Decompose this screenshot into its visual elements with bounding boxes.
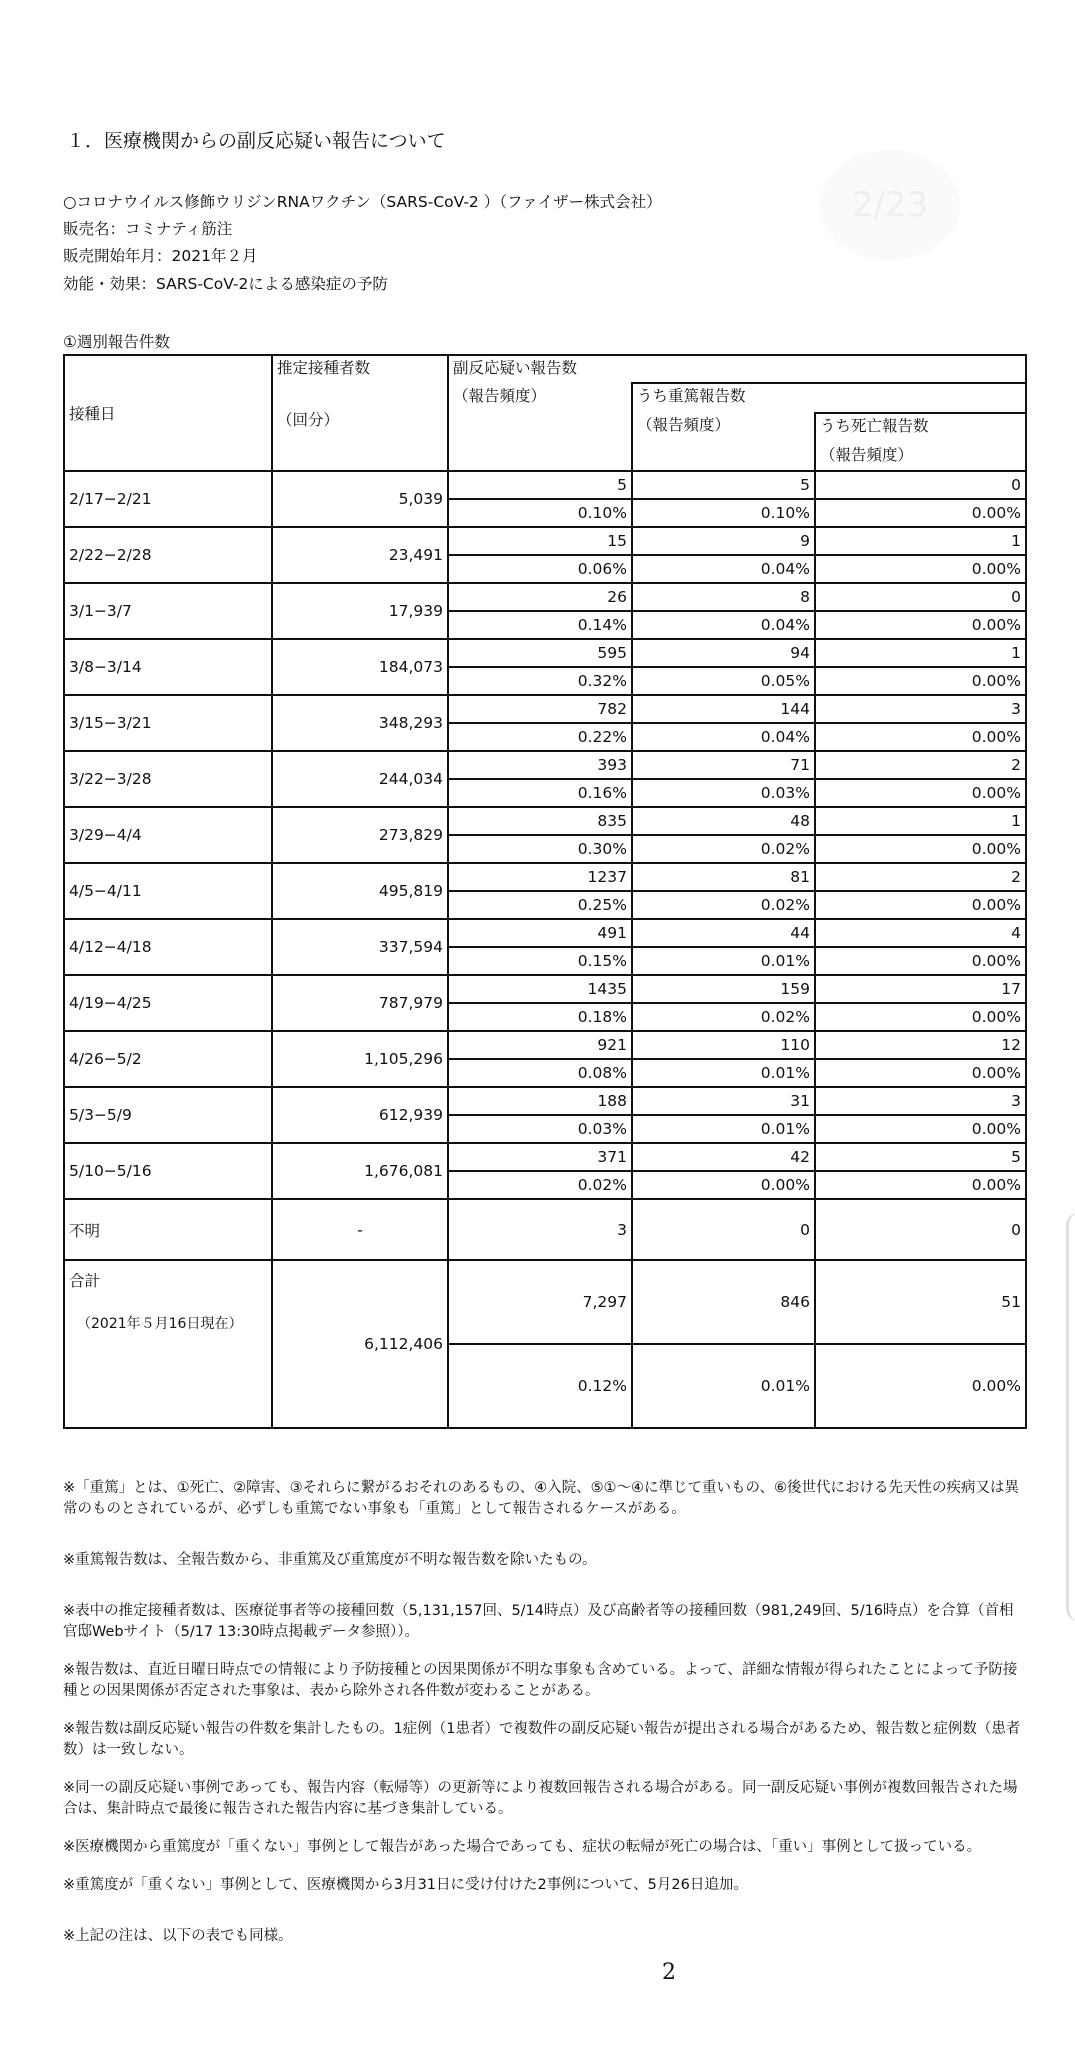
reports-rate-cell: 0.18%	[448, 1003, 632, 1031]
reports-rate-cell: 0.16%	[448, 779, 632, 807]
death-cell: 3	[815, 695, 1026, 723]
serious-cell: 44	[632, 919, 815, 947]
table-row	[64, 583, 1026, 611]
reports-rate-cell: 0.02%	[448, 1171, 632, 1199]
vaccinated-cell: 5,039	[272, 471, 448, 527]
serious-rate-cell: 0.03%	[632, 779, 815, 807]
serious-rate-cell: 0.04%	[632, 555, 815, 583]
table-row	[64, 639, 1026, 667]
reports-cell: 5	[448, 471, 632, 499]
reports-cell: 393	[448, 751, 632, 779]
reports-cell: 1237	[448, 863, 632, 891]
date-cell: 3/1−3/7	[64, 583, 272, 639]
vaccinated-cell: 787,979	[272, 975, 448, 1031]
death-cell: 5	[815, 1143, 1026, 1171]
footnote: ※報告数は副反応疑い報告の件数を集計したもの。1症例（1患者）で複数件の副反応疑い報告が提出される場合があるため、報告数と症例数（患者数）は一致しない。	[63, 1721, 1021, 1758]
serious-cell: 9	[632, 527, 815, 555]
vaccinated-cell: 184,073	[272, 639, 448, 695]
footnote: ※「重篤」とは、①死亡、②障害、③それらに繋がるおそれのあるもの、④入院、⑤①～④に準じて重いもの、⑥後世代における先天性の疾病又は異常のものとされているが、必ずしも重篤でない事象も「重篤」として報告されるケースがある。	[63, 1480, 1019, 1517]
footnote: ※重篤報告数は、全報告数から、非重篤及び重篤度が不明な報告数を除いたもの。	[63, 1552, 597, 1568]
death-cell: 17	[815, 975, 1026, 1003]
vaccinated-cell: 495,819	[272, 863, 448, 919]
serious-rate-cell: 0.05%	[632, 667, 815, 695]
serious-rate-cell: 0.04%	[632, 611, 815, 639]
table-row	[64, 975, 1026, 1003]
footnote: ※重篤度が「重くない」事例として、医療機関から3月31日に受け付けた2事例について、5月26日追加。	[63, 1877, 748, 1893]
date-cell: 2/22−2/28	[64, 527, 272, 583]
reports-rate-cell: 0.03%	[448, 1115, 632, 1143]
death-rate-cell: 0.00%	[815, 835, 1026, 863]
total-serious-rate-cell: 0.01%	[632, 1344, 815, 1428]
reports-rate-cell: 0.15%	[448, 947, 632, 975]
death-rate-cell: 0.00%	[815, 723, 1026, 751]
death-cell: 1	[815, 639, 1026, 667]
death-rate-cell: 0.00%	[815, 667, 1026, 695]
serious-rate-cell: 0.00%	[632, 1171, 815, 1199]
death-cell: 3	[815, 1087, 1026, 1115]
header-spacer	[632, 355, 1026, 383]
table-row-total	[64, 1260, 1026, 1344]
footnote: ※表中の推定接種者数は、医療従事者等の接種回数（5,131,157回、5/14時点）及び高齢者等の接種回数（981,249回、5/16時点）を合算（首相官邸Webサイト（5/17 13:30時点掲載データ参照））。	[63, 1603, 1014, 1640]
date-cell: 4/19−4/25	[64, 975, 272, 1031]
reports-cell: 15	[448, 527, 632, 555]
serious-cell: 48	[632, 807, 815, 835]
header-death-freq: （報告頻度）	[815, 443, 1026, 471]
death-cell: 0	[815, 583, 1026, 611]
total-label-cell	[64, 1260, 272, 1428]
table-row	[64, 751, 1026, 779]
serious-rate-cell: 0.02%	[632, 835, 815, 863]
header-reports-freq: （報告頻度）	[453, 387, 547, 405]
serious-cell: 31	[632, 1087, 815, 1115]
vaccinated-cell: 1,105,296	[272, 1031, 448, 1087]
death-cell: 0	[815, 471, 1026, 499]
table-row	[64, 1031, 1026, 1059]
date-cell: 3/22−3/28	[64, 751, 272, 807]
footnote: ※報告数は、直近日曜日時点での情報により予防接種との因果関係が不明な事象も含めている。よって、詳細な情報が得られたことによって予防接種との因果関係が否定された事象は、表から除外され各件数が変わることがある。	[63, 1662, 1018, 1699]
death-rate-cell: 0.00%	[815, 779, 1026, 807]
serious-cell: 110	[632, 1031, 815, 1059]
reports-cell: 491	[448, 919, 632, 947]
header-reports	[448, 355, 632, 471]
death-rate-cell: 0.00%	[815, 499, 1026, 527]
product-brand: 販売名：コミナティ筋注	[63, 220, 233, 238]
table-row	[64, 919, 1026, 947]
table-row	[64, 695, 1026, 723]
reports-cell: 782	[448, 695, 632, 723]
table-row	[64, 471, 1026, 499]
vaccinated-cell: 244,034	[272, 751, 448, 807]
footnote: ※医療機関から重篤度が「重くない」事例として報告があった場合であっても、症状の転帰が死亡の場合は、「重い」事例として扱っている。	[63, 1839, 982, 1855]
header-reports-label: 副反応疑い報告数	[453, 359, 578, 377]
total-reports-rate-cell: 0.12%	[448, 1344, 632, 1428]
vaccinated-cell: 273,829	[272, 807, 448, 863]
header-vaccinated-unit: （回分）	[277, 411, 340, 429]
serious-cell: 144	[632, 695, 815, 723]
date-cell: 3/15−3/21	[64, 695, 272, 751]
serious-cell: 5	[632, 471, 815, 499]
header-serious: うち重篤報告数	[632, 383, 1026, 413]
date-cell: 不明	[64, 1199, 272, 1260]
serious-cell: 8	[632, 583, 815, 611]
reports-rate-cell: 0.30%	[448, 835, 632, 863]
reports-cell: 26	[448, 583, 632, 611]
serious-cell: 159	[632, 975, 815, 1003]
reports-rate-cell: 0.14%	[448, 611, 632, 639]
reports-rate-cell: 0.06%	[448, 555, 632, 583]
product-launch: 販売開始年月：2021年２月	[63, 247, 258, 265]
scroll-edge-handle[interactable]	[1066, 1212, 1075, 1622]
death-cell: 2	[815, 751, 1026, 779]
serious-cell: 71	[632, 751, 815, 779]
total-as-of: （2021年５月16日現在）	[77, 1316, 243, 1332]
header-vaccinated	[272, 355, 448, 471]
footnote: ※上記の注は、以下の表でも同様。	[63, 1928, 293, 1944]
table-row	[64, 1143, 1026, 1171]
table-row-unknown	[64, 1199, 1026, 1260]
date-cell: 5/3−5/9	[64, 1087, 272, 1143]
serious-cell: 81	[632, 863, 815, 891]
product-indication: 効能・効果：SARS-CoV-2による感染症の予防	[63, 275, 388, 293]
death-rate-cell: 0.00%	[815, 1171, 1026, 1199]
serious-rate-cell: 0.01%	[632, 947, 815, 975]
reports-cell: 921	[448, 1031, 632, 1059]
table-row	[64, 1087, 1026, 1115]
product-heading: ○コロナウイルス修飾ウリジンRNAワクチン（SARS-CoV-2 ）（ファイザー株式会社）	[63, 193, 662, 211]
total-death-rate-cell: 0.00%	[815, 1344, 1026, 1428]
footnote: ※同一の副反応疑い事例であっても、報告内容（転帰等）の更新等により複数回報告される場合がある。同一副反応疑い事例が複数回報告された場合は、集計時点で最後に報告された報告内容に基づき集計している。	[63, 1780, 1018, 1817]
vaccinated-cell: 1,676,081	[272, 1143, 448, 1199]
reports-cell: 1435	[448, 975, 632, 1003]
table-row	[64, 863, 1026, 891]
death-rate-cell: 0.00%	[815, 947, 1026, 975]
death-cell: 4	[815, 919, 1026, 947]
reports-cell: 371	[448, 1143, 632, 1171]
serious-cell: 42	[632, 1143, 815, 1171]
section-title: １．医療機関からの副反応疑い報告について	[66, 130, 446, 152]
death-rate-cell: 0.00%	[815, 1003, 1026, 1031]
table-row	[64, 527, 1026, 555]
vaccinated-cell: 23,491	[272, 527, 448, 583]
vaccinated-cell: 348,293	[272, 695, 448, 751]
header-date: 接種日	[64, 355, 272, 471]
date-cell: 4/26−5/2	[64, 1031, 272, 1087]
weekly-report-table	[63, 354, 1027, 1429]
reports-cell: 835	[448, 807, 632, 835]
serious-rate-cell: 0.10%	[632, 499, 815, 527]
page-number: 2	[662, 1960, 676, 1985]
serious-rate-cell: 0.04%	[632, 723, 815, 751]
vaccinated-cell: 612,939	[272, 1087, 448, 1143]
death-cell: 0	[815, 1199, 1026, 1260]
serious-cell: 0	[632, 1199, 815, 1260]
reports-rate-cell: 0.32%	[448, 667, 632, 695]
date-cell: 3/8−3/14	[64, 639, 272, 695]
date-cell: 5/10−5/16	[64, 1143, 272, 1199]
vaccinated-cell: 337,594	[272, 919, 448, 975]
table-title: ①週別報告件数	[63, 333, 170, 351]
date-cell: 4/12−4/18	[64, 919, 272, 975]
reports-rate-cell: 0.25%	[448, 891, 632, 919]
date-cell: 4/5−4/11	[64, 863, 272, 919]
death-cell: 1	[815, 807, 1026, 835]
vaccinated-cell: 17,939	[272, 583, 448, 639]
death-rate-cell: 0.00%	[815, 1115, 1026, 1143]
reports-cell: 188	[448, 1087, 632, 1115]
footnotes	[63, 1478, 1025, 1964]
serious-rate-cell: 0.01%	[632, 1115, 815, 1143]
header-death: うち死亡報告数	[815, 413, 1026, 443]
reports-rate-cell: 0.22%	[448, 723, 632, 751]
death-cell: 2	[815, 863, 1026, 891]
serious-cell: 94	[632, 639, 815, 667]
vaccinated-cell: -	[272, 1199, 448, 1260]
reports-rate-cell: 0.10%	[448, 499, 632, 527]
death-rate-cell: 0.00%	[815, 1059, 1026, 1087]
table-row	[64, 807, 1026, 835]
total-vaccinated-cell: 6,112,406	[272, 1260, 448, 1428]
date-cell: 2/17−2/21	[64, 471, 272, 527]
death-rate-cell: 0.00%	[815, 611, 1026, 639]
death-cell: 12	[815, 1031, 1026, 1059]
serious-rate-cell: 0.01%	[632, 1059, 815, 1087]
header-serious-freq: （報告頻度）	[632, 413, 815, 471]
reports-cell: 595	[448, 639, 632, 667]
date-cell: 3/29−4/4	[64, 807, 272, 863]
total-reports-cell: 7,297	[448, 1260, 632, 1344]
reports-cell: 3	[448, 1199, 632, 1260]
total-label: 合計	[69, 1272, 101, 1290]
page-indicator-watermark: 2/23	[820, 150, 960, 260]
death-rate-cell: 0.00%	[815, 555, 1026, 583]
death-rate-cell: 0.00%	[815, 891, 1026, 919]
header-vaccinated-label: 推定接種者数	[277, 359, 371, 377]
serious-rate-cell: 0.02%	[632, 891, 815, 919]
reports-rate-cell: 0.08%	[448, 1059, 632, 1087]
total-serious-cell: 846	[632, 1260, 815, 1344]
death-cell: 1	[815, 527, 1026, 555]
total-death-cell: 51	[815, 1260, 1026, 1344]
serious-rate-cell: 0.02%	[632, 1003, 815, 1031]
